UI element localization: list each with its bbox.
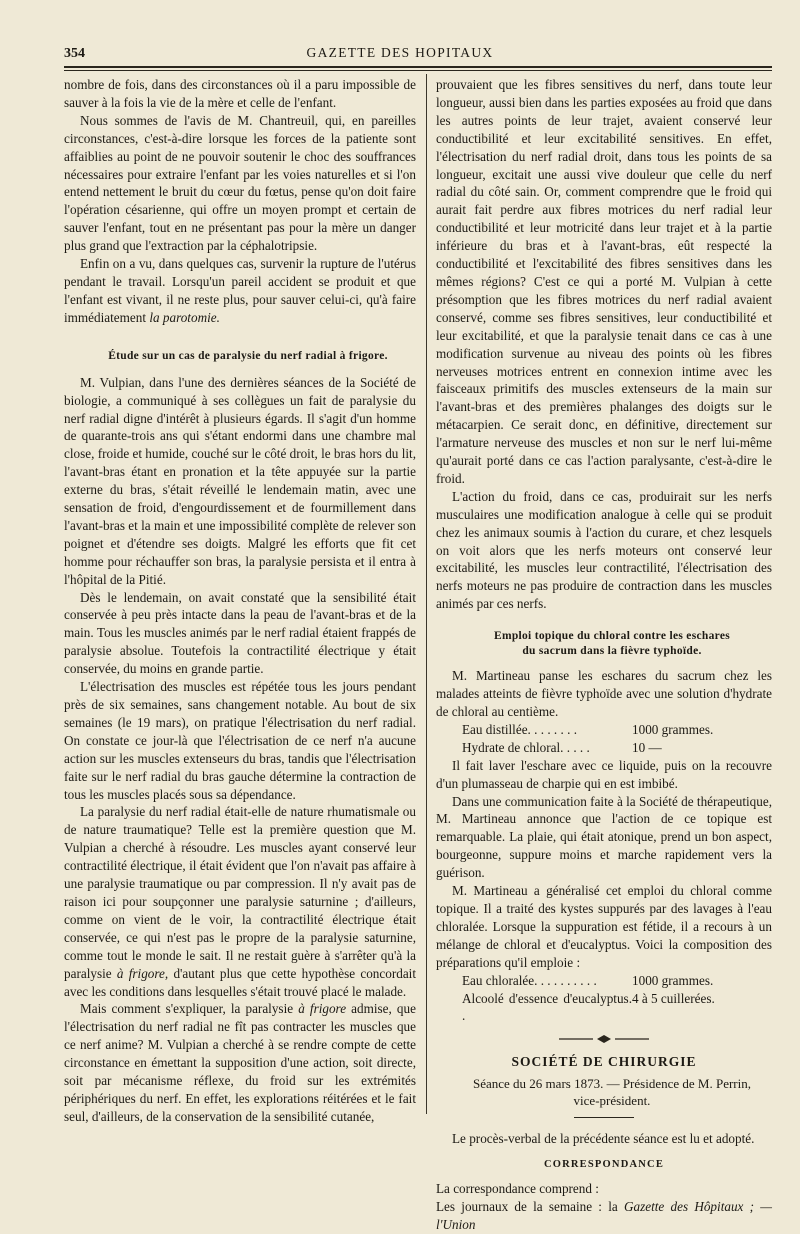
paragraph: Il fait laver l'eschare avec ce liquide, puis on la recouvre d'un plumasseau de charpie qui en est imbibé. — [436, 757, 772, 791]
paragraph: L'action du froid, dans ce cas, produirait sur les nerfs musculaires une modification analogue à celle qui se produit chez les animaux soumis à l'action du curare, et chez lesquels on voit alors que les nerfs moteurs ont conservé leur excitabilité, les muscles leur contractilité, l'électrisation des nerfs moteurs ne pas produire de contraction dans les muscles animés par ces nerfs. — [436, 488, 772, 612]
paragraph — [64, 1000, 416, 1125]
paragraph-text: admise, que l'électrisation du nerf radial ne fît pas contracter les muscles que ce nerf anime? M. Vulpian a cherché à se rendre compte de cette circonstance en émettant la supposition d'une action, soit directe, soit par mécanisme réflexe, du froid sur les extrémités périphériques du nerf. En effet, les explorations réitérées et le fait seul, d'ailleurs, de la conservation de la sensibilité cutanée, — [64, 1001, 416, 1124]
section-title-line1: Emploi topique du chloral contre les eschares — [493, 630, 731, 643]
paragraph: Le procès-verbal de la précédente séance est lu et adopté. — [452, 1131, 755, 1147]
paragraph-text: La paralysie du nerf radial était-elle de nature rhumatismale ou de nature traumatique? Telle est la première question que M. Vulpian a cherché à résoudre. Les muscles ayant conservé leur contractilité électrique, il était évident que l'on n'avait pas affaire à une paralysie traumatique ou par compression. Il n'y avait pas de raison ici pour soupçonner une paralysie saturnine ; d'ailleurs, comme on vient de le voir, la contractilité électrique était conservée, ce qui n'est pas le propre de la paralysie saturnine, comme tout le monde le sait. Il ne restait guère à s'arrêter qu'à la paralysie — [64, 804, 416, 981]
ornament-icon — [559, 1034, 649, 1044]
paragraph: Dès le lendemain, on avait constaté que la sensibilité était conservée à peu près intacte dans la peau de l'avant-bras et de la main. Tous les muscles animés par le nerf radial étaient frappés de paralysie absolue. Toutefois la contractilité électrique y était conservée, du moins en grande partie. — [64, 589, 416, 677]
paragraph: M. Martineau panse les eschares du sacrum chez les malades atteints de fièvre typhoïde avec une solution d'hydrate de chloral au centième. — [436, 668, 772, 719]
right-column — [436, 76, 772, 1234]
paragraph: nombre de fois, dans des circonstances où il a paru impossible de sauver à la fois la vie de la mère et celle de l'enfant. — [64, 77, 416, 110]
recipe-ingredient: Hydrate de chloral. . . . . — [462, 739, 590, 755]
paragraph: Dans une communication faite à la Société de thérapeutique, M. Martineau annonce que l'action de ce topique est remarquable. La plaie, qui était atonique, prend un bon aspect, bourgeonne, suppure moins et marche rapidement vers la guérison. — [436, 793, 772, 881]
society-title: SOCIÉTÉ DE CHIRURGIE — [511, 1054, 697, 1070]
recipe-quantity: 10 — — [632, 739, 662, 755]
emphasis: à frigore, — [116, 965, 169, 981]
correspondance-title: CORRESPONDANCE — [543, 1159, 665, 1171]
section-title: Étude sur un cas de paralysie du nerf radial à frigore. — [108, 349, 388, 362]
emphasis: Gazette des Hôpitaux ; — l'Union — [436, 1198, 772, 1232]
paragraph-text: Mais comment s'expliquer, la paralysie — [80, 1001, 299, 1017]
header-rule-thin — [64, 70, 772, 71]
emphasis: la parotomie. — [149, 309, 220, 325]
seance-line: vice-président. — [573, 1093, 651, 1109]
running-header: GAZETTE DES HOPITAUX — [306, 45, 494, 60]
header-rule-thick — [64, 66, 772, 68]
paragraph: M. Vulpian, dans l'une des dernières séances de la Société de biologie, a communiqué à ses collègues un fait de paralysie du nerf radial digne d'intérêt à plusieurs égards. Il s'agit d'un homme de quarante-trois ans qui s'étant endormi dans une chambre mal close, froide et humide, couché sur le côté droit, le bras hors du lit, l'avant-bras étant en pronation et la tête appuyée sur la partie externe du bras, s'était réveillé le lendemain matin, avec une sensation de froid, d'engourdissement et de fourmillement dans l'avant-bras et la main et une impossibilité complète de relever son poignet et d'étendre ses doigts. Malgré les efforts que fit cet homme pour réchauffer son bras, la paralysie persista et il entra à l'hôpital de la Pitié. — [64, 374, 416, 587]
emphasis: à frigore — [298, 1001, 347, 1017]
recipe-line — [436, 721, 772, 739]
ornament-divider — [436, 1031, 772, 1049]
paragraph: La correspondance comprend : — [436, 1180, 599, 1196]
short-rule — [574, 1117, 634, 1118]
paragraph — [64, 255, 416, 327]
recipe-ingredient: Eau chloralée. . . . . . . . . . — [462, 972, 597, 988]
page-number: 354 — [64, 46, 85, 61]
seance-line: Séance du 26 mars 1873. — Présidence de M. Perrin, — [473, 1076, 751, 1092]
paragraph-text: Les journaux de la semaine : la — [436, 1198, 624, 1214]
recipe-ingredient: Alcoolé d'essence d'eucalyptus. . — [462, 990, 632, 1024]
paragraph-text: Enfin on a vu, dans quelques cas, survenir la rupture de l'utérus pendant le travail. Lorsqu'un pareil accident se produit et que l'enfant est vivant, il ne reste plus, pour sauver celui-ci, qu'à faire immédiatement — [64, 256, 416, 325]
section-title-line2: du sacrum dans la fièvre typhoïde. — [522, 645, 702, 658]
recipe-line — [436, 990, 772, 1026]
paragraph — [64, 803, 416, 1000]
recipe-quantity: 1000 grammes. — [632, 972, 714, 988]
recipe-quantity: 1000 grammes. — [632, 721, 714, 737]
recipe-ingredient: Eau distillée. . . . . . . . — [462, 721, 578, 737]
recipe-line — [436, 739, 772, 757]
paragraph: M. Martineau a généralisé cet emploi du chloral comme topique. Il a traité des kystes suppurés par des lavages à l'eau chloralée. Lorsque la suppuration est fétide, il a recours à un mélange de chloral et d'eucalyptus. Voici la composition des préparations qu'il emploie : — [436, 883, 772, 970]
recipe-line — [436, 972, 772, 990]
recipe-quantity: 4 à 5 cuillerées. — [632, 990, 715, 1006]
paragraph — [436, 1198, 772, 1234]
column-divider — [426, 74, 427, 1114]
paragraph: prouvaient que les fibres sensitives du nerf, dans toute leur longueur, aussi bien dans les parties exposées au froid que dans les autres points de leur trajet, avaient conservé leur conductibilité et leur excitabilité sensitives. En effet, l'électrisation du nerf radial droit, dans tous les points de sa longueur, excitait une aussi vive douleur que celle du nerf radial du côté sain. Or, comment comprendre que le froid qui aurait fait perdre aux fibres motrices du nerf radial leur conductibilité et leur motricité dans leur trajet et à la partie inférieure du bras et à l'avant-bras, eût respecté la conductibilité et l'excitabilité des fibres sensitives dans les mêmes régions? C'est ce qui a porté M. Vulpian à cette présomption que les fibres motrices du nerf radial avaient conservé, comme ses fibres sensitives, leur conductibilité et leur excitabilité, et que la paralysie tenait dans ce cas à une modification survenue au niveau des points où les fibres nerveuses motrices entrent en connexion intime avec les faisceaux primitifs des muscles extenseurs de la main sur l'avant-bras et des premières phalanges des doigts sur le métacarpien. Ce serait donc, en définitive, directement sur l'armature nerveuse des muscles et non sur le nerf lui-même qu'aurait porté dans ce cas l'action paralysante, c'est-à-dire le froid. — [436, 77, 772, 486]
paragraph: L'électrisation des muscles est répétée tous les jours pendant près de six semaines, sans changement notable. Au bout de six semaines (le 19 mars), on pratique l'électrisation du nerf radial. On constate ce jour-là que l'électrisation de ce nerf n'a aucune action sur les muscles extenseurs du bras, tandis que l'électrisation faite sur le nerf radial du bras gauche détermine la contraction de tous les muscles placés sous sa dépendance. — [64, 679, 416, 802]
left-column — [64, 76, 416, 1126]
paragraph-text: d'autant plus que cette hypothèse concordait avec les conditions dans lesquelles s'était trouvé placé le malade. — [64, 965, 416, 999]
paragraph: Nous sommes de l'avis de M. Chantreuil, qui, en pareilles circonstances, c'est-à-dire lorsque les forces de la patiente sont affaiblies au point de ne pouvoir soutenir le choc des souffrances nécessaires pour extraire l'enfant par les voies naturelles et si l'on entend nettement le bruit du cœur du fœtus, pense qu'on doit faire l'opération césarienne, qui offre un moyen prompt et certain de sauver l'enfant, tout en ne présentant pas pour la mère un danger plus grand que l'extraction par la céphalotripsie. — [64, 112, 416, 254]
